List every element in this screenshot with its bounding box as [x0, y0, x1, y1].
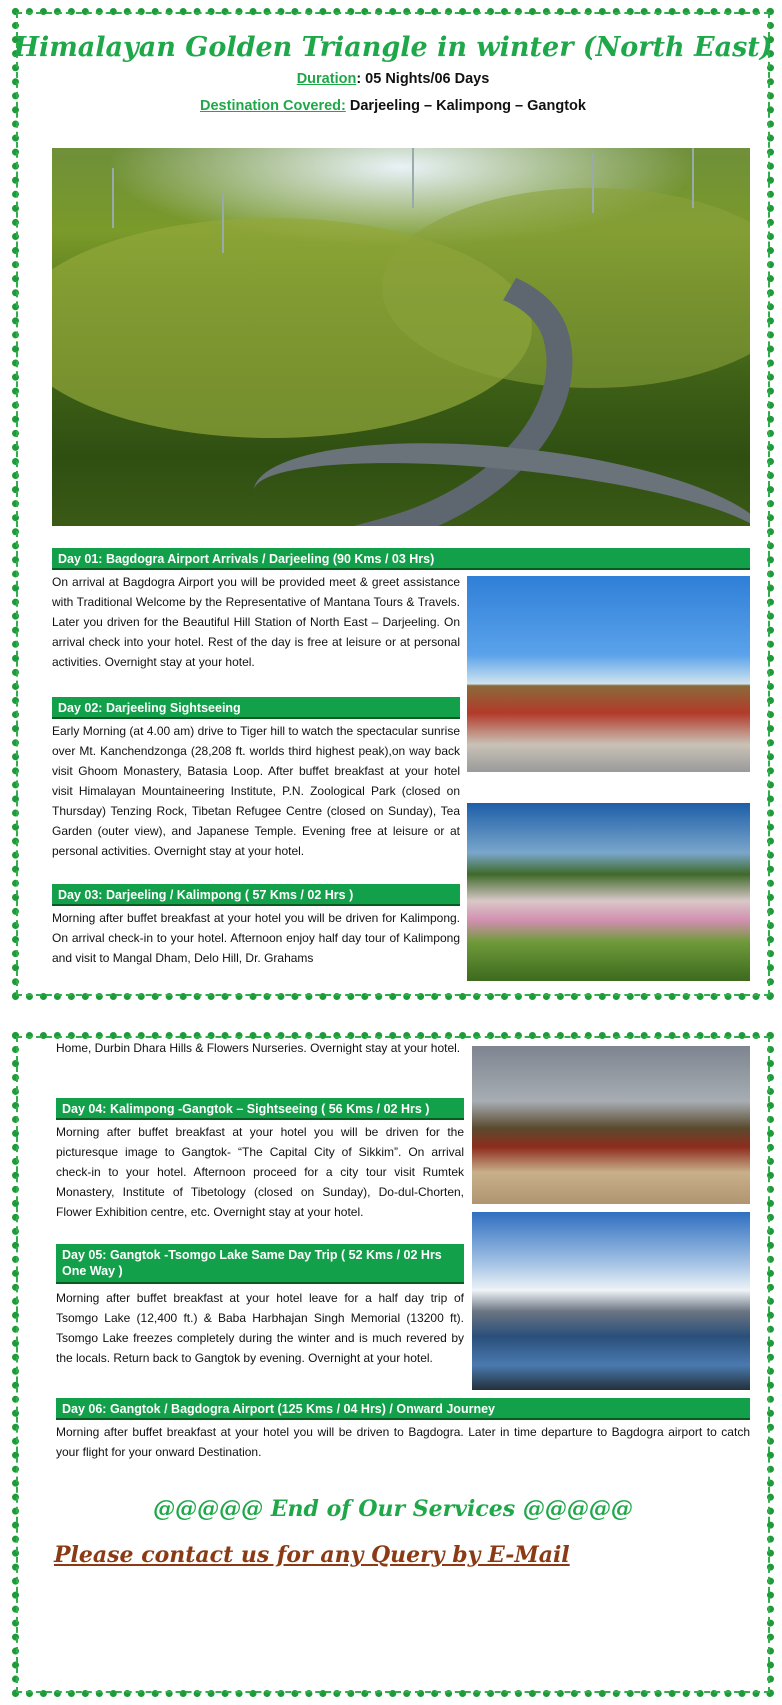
day-06-text: Morning after buffet breakfast at your hotel you will be driven to Bagdogra. Later in time departure to Bagdogra airport to catch your flight for your onward Destination.: [56, 1425, 750, 1459]
photo-tsomgo-lake: [472, 1212, 750, 1390]
page-title: Himalayan Golden Triangle in winter (North East): [13, 32, 773, 63]
photo-rumtek-monastery: [472, 1046, 750, 1204]
photo-mangal-dham-temple: [467, 803, 750, 981]
day-02-text: Early Morning (at 4.00 am) drive to Tiger hill to watch the spectacular sunrise over Mt. Kanchendzonga (28,208 ft. worlds third highest peak),on way back visit Ghoom Monastery, Batasia Loop. After buffet breakfast at your hotel visit Himalayan Mountaineering Institute, P.N. Zoological Park (closed on Thursday) Tenzing Rock, Tibetan Refugee Centre (closed on Sunday), Tea Garden (outer view), and Japanese Temple. Evening free at leisure or at personal activities. Overnight stay at your hotel.: [52, 724, 460, 858]
day-04-text: Morning after buffet breakfast at your hotel you will be driven for the picturesque image to Gangtok- “The Capital City of Sikkim”. On arrival check-in to your hotel. Afternoon proceed for a city tour visit Rumtek Monastery, Institute of Tibetology (closed on Sunday), Do-dul-Chorten, Flower Exhibition centre, etc. Overnight stay at your hotel.: [56, 1125, 464, 1219]
day-04-heading: Day 04: Kalimpong -Gangtok – Sightseeing ( 56 Kms / 02 Hrs ): [56, 1098, 464, 1120]
duration-label: Duration: [296, 71, 357, 87]
day-02-heading: Day 02: Darjeeling Sightseeing: [52, 697, 460, 719]
day-01-heading: Day 01: Bagdogra Airport Arrivals / Darjeeling (90 Kms / 03 Hrs): [52, 548, 750, 570]
itinerary-page-2: [12, 1032, 774, 1697]
duration-value: : 05 Nights/06 Days: [356, 71, 490, 87]
contact-email-prompt[interactable]: Please contact us for any Query by E-Mail: [54, 1542, 570, 1568]
day-05-text: Morning after buffet breakfast at your hotel leave for a half day trip of Tsomgo Lake (12,400 ft.) & Baba Harbhajan Singh Memorial (13200 ft). Tsomgo Lake freezes completely during the winter and is much revered by the locals. Return back to Gangtok by evening. Overnight at your hotel.: [56, 1291, 464, 1365]
day-03-text-part1: Morning after buffet breakfast at your hotel you will be driven for Kalimpong. On arrival check-in to your hotel. Afternoon enjoy half day tour of Kalimpong and visit to Mangal Dham, Delo Hill, Dr. Grahams: [52, 911, 460, 965]
itinerary-page-1: [12, 8, 774, 1000]
destination-line: [12, 98, 774, 114]
day-06-heading: Day 06: Gangtok / Bagdogra Airport (125 Kms / 04 Hrs) / Onward Journey: [56, 1398, 750, 1420]
day-01-text: On arrival at Bagdogra Airport you will be provided meet & greet assistance with Traditional Welcome by the Representative of Mantana Tours & Travels. Later you driven for the Beautiful Hill Station of North East – Darjeeling. On arrival check into your hotel. Rest of the day is free at leisure or at personal activities. Overnight stay at your hotel.: [52, 575, 460, 669]
destination-value: Darjeeling – Kalimpong – Gangtok: [345, 98, 586, 114]
destination-label: Destination Covered:: [200, 98, 346, 114]
day-05-heading: Day 05: Gangtok -Tsomgo Lake Same Day Trip ( 52 Kms / 02 Hrs One Way ): [56, 1244, 464, 1284]
photo-ghoom-monastery: [467, 576, 750, 772]
day-03-heading: Day 03: Darjeeling / Kalimpong ( 57 Kms / 02 Hrs ): [52, 884, 460, 906]
duration-line: [12, 71, 774, 87]
day-03-text-part2: Home, Durbin Dhara Hills & Flowers Nurseries. Overnight stay at your hotel.: [56, 1041, 461, 1055]
end-of-services: @@@@@ End of Our Services @@@@@: [153, 1496, 633, 1522]
hero-photo-tea-garden-road: [52, 148, 750, 526]
